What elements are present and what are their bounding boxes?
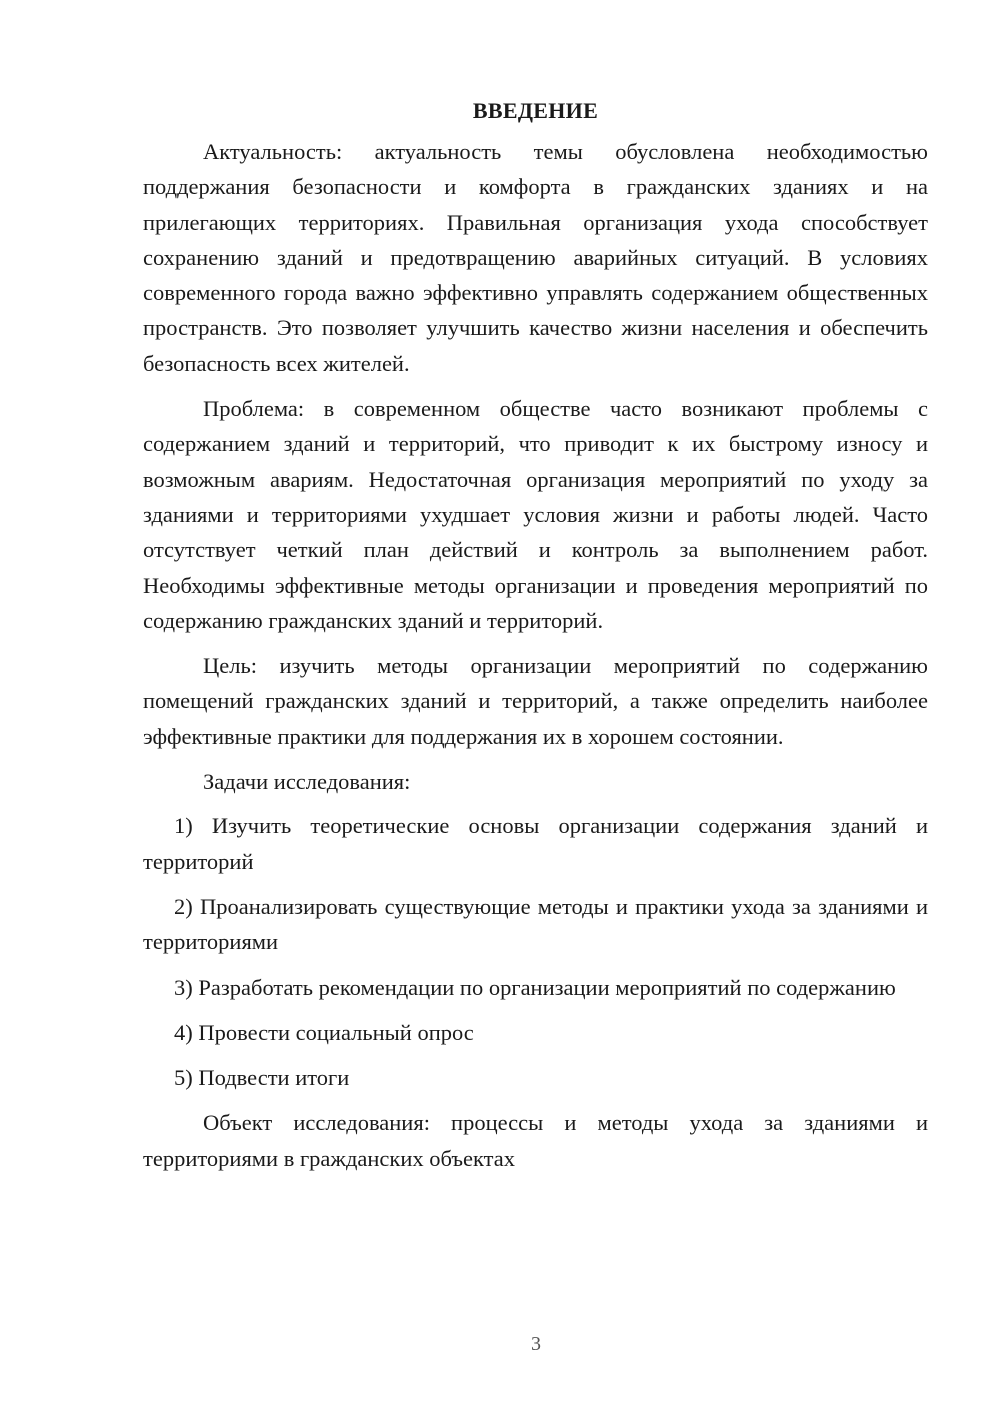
tasks-list bbox=[143, 808, 928, 1095]
list-item: 4) Провести социальный опрос bbox=[174, 1019, 474, 1045]
list-item: 2) Проанализировать существующие методы и практики ухода за зданиями и территориями bbox=[143, 893, 928, 955]
list-item: 3) Разработать рекомендации по организации мероприятий по содержанию bbox=[174, 974, 896, 1000]
list-item: 1) Изучить теоретические основы организации содержания зданий и территорий bbox=[143, 813, 928, 874]
page-number: 3 bbox=[531, 1333, 541, 1355]
paragraph-goal: Цель: изучить методы организации мероприятий по содержанию помещений гражданских зданий и территорий, а также определить наиболее эффективные практики для поддержания их в хорошем состоянии. bbox=[143, 653, 928, 749]
paragraph-relevance: Актуальность: актуальность темы обусловлена необходимостью поддержания безопасности и комфорта в гражданских зданиях и на прилегающих территориях. Правильная организация ухода способствует сохранению зданий и предотвращению аварийных ситуаций. В условиях современного города важно эффективно управлять содержанием общественных пространств. Это позволяет улучшить качество жизни населения и обеспечить безопасность всех жителей. bbox=[143, 139, 928, 376]
tasks-label: Задачи исследования: bbox=[203, 769, 411, 795]
paragraph-problem: Проблема: в современном обществе часто возникают проблемы с содержанием зданий и территорий, что приводит к их быстрому износу и возможным авариям. Недостаточная организация мероприятий по уходу за зданиями и территориями ухудшает условия жизни и работы людей. Часто отсутствует четкий план действий и контроль за выполнением работ. Необходимы эффективные методы организации и проведения мероприятий по содержанию гражданских зданий и территорий. bbox=[143, 396, 928, 633]
paragraph-object: Объект исследования: процессы и методы ухода за зданиями и территориями в гражданских объектах bbox=[143, 1110, 928, 1171]
page-title: ВВЕДЕНИЕ bbox=[472, 98, 599, 123]
document-page bbox=[143, 94, 928, 1186]
list-item: 5) Подвести итоги bbox=[174, 1065, 350, 1091]
